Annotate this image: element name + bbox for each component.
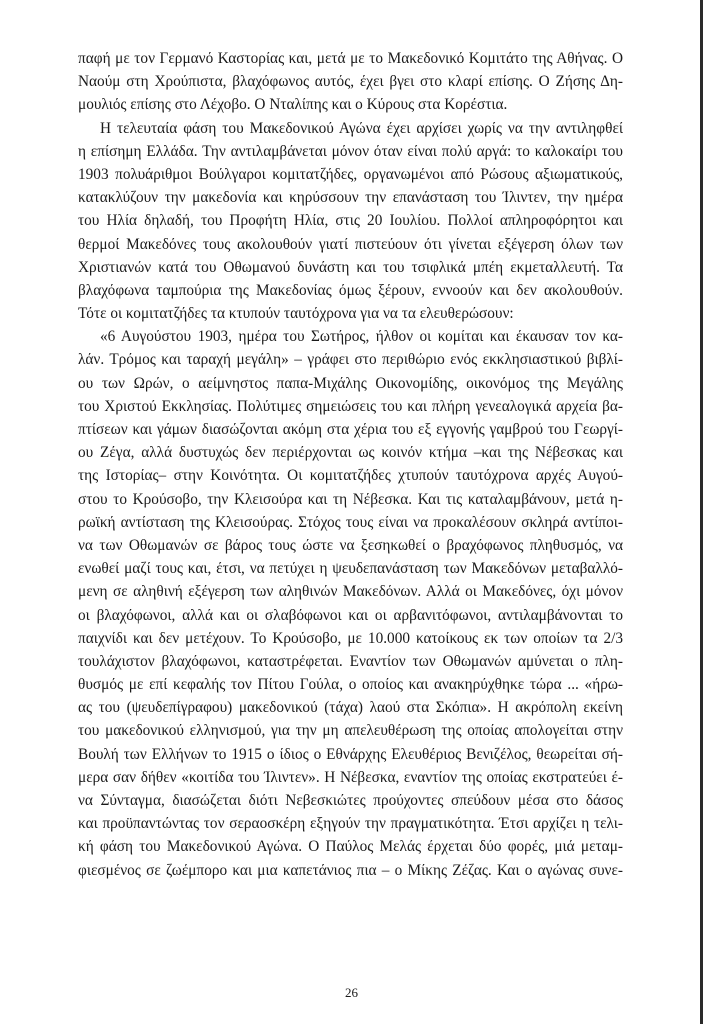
text-line: του Χριστού Εκκλησίας. Πολύτιμες σημειώσεις του και πλήρη γενεαλογικά αρχεία βα- xyxy=(78,397,623,415)
paragraph xyxy=(78,47,623,117)
text-line: ας του (ψευδεπίγραφου) μακεδονικού (τάχα) λαού στα Σκόπια». Η ακρόπολη εκείνη xyxy=(78,699,623,717)
text-line: κατακλύζουν την μακεδονία και κηρύσσουν την επανάσταση του Ίλιντεν, την ημέρα xyxy=(78,189,623,207)
text-line: οι βλαχόφωνοι, αλλά και οι σλαβόφωνοι και οι αρβανιτόφωνοι, αντιλαμβάνονται το xyxy=(78,606,623,624)
text-line: 1903 πολυάριθμοι Βούλγαροι κομιτατζήδες, οργανωμένοι από Ρώσους αξιωματικούς, xyxy=(78,165,623,183)
text-line: λάν. Τρόμος και ταραχή μεγάλη» – γράφει στο περιθώριο ενός εκκλησιαστικού βιβλί- xyxy=(78,351,623,369)
text-line: ου των Ωρών, ο αείμνηστος παπα-Μιχάλης Οικονομίδης, οικονόμος της Μεγάλης xyxy=(78,374,623,392)
text-line: η επίσημη Ελλάδα. Την αντιλαμβάνεται μόνον όταν είναι πολύ αργά: το καλοκαίρι του xyxy=(78,142,623,160)
text-line: και προϋπαντώντας τον σεραοσκέρη εξηγούν την πραγματικότητα. Έτσι αρχίζει η τελι- xyxy=(78,815,623,833)
text-line: Χριστιανών κατά του Οθωμανού δυνάστη και του τσιφλικά μπέη εκμεταλλευτή. Τα xyxy=(78,258,623,276)
text-line: ου Ζέγα, αλλά δυστυχώς δεν περιέρχονται ως κοινόν κτήμα –και της Νέβεσκας και xyxy=(78,444,623,462)
text-line: βλαχόφωνα ταμπούρια της Μακεδονίας όμως ξέρουν, εννοούν και δεν ακολουθούν. xyxy=(78,281,623,299)
text-line: στου το Κρούσοβο, την Κλεισούρα και τη Νέβεσκα. Και τις καταλαμβάνουν, μετά η- xyxy=(78,490,623,508)
text-line: θυσμός με επί κεφαλής τον Πίτου Γούλα, ο οποίος και ανακηρύχθηκε τώρα ... «ήρω- xyxy=(78,676,623,694)
paragraph xyxy=(78,117,623,326)
text-line: τουλάχιστον βλαχόφωνοι, καταστρέφεται. Εναντίον των Οθωμανών αμύνεται ο πλη- xyxy=(78,652,623,670)
text-line: Βουλή των Ελλήνων το 1915 ο ίδιος ο Εθνάρχης Ελευθέριος Βενιζέλος, θεωρείται σή- xyxy=(78,745,623,763)
text-line: μουλιός επίσης στο Λέχοβο. Ο Νταλίπης και ο Κύρους στα Κορέστια. xyxy=(78,96,508,114)
text-line: «6 Αυγούστου 1903, ημέρα του Σωτήρος, ήλθον οι κομίται και έκαυσαν τον κα- xyxy=(100,328,623,346)
text-line: της Ιστορίας– στην Κοινότητα. Οι κομιτατζήδες χτυπούν ταυτόχρονα αρχές Αυγού- xyxy=(78,467,623,485)
document-body xyxy=(78,47,623,882)
text-line: παιχνίδι και δεν μετέχουν. Το Κρούσοβο, με 10.000 κατοίκους εκ των οποίων τα 2/3 xyxy=(78,629,623,647)
text-line: πτίσεων και γάμων διασώζονται ακόμη στα χέρια του εξ εγγονής γαμβρού του Γεωργί- xyxy=(78,421,623,438)
text-line: του Ηλία δηλαδή, του Προφήτη Ηλία, στις 20 Ιουλίου. Πολλοί απληροφόρητοι και xyxy=(78,212,623,230)
text-line: Ναούμ στη Χρούπιστα, βλαχόφωνος αυτός, έχει βγει στο κλαρί επίσης. Ο Ζήσης Δη- xyxy=(78,73,623,91)
text-line: Η τελευταία φάση του Μακεδονικού Αγώνα έχει αρχίσει χωρίς να την αντιληφθεί xyxy=(100,119,623,137)
text-line: μερα σαν δήθεν «κοιτίδα του Ίλιντεν». Η Νέβεσκα, εναντίον της οποίας εκστρατεύει έ- xyxy=(78,768,623,786)
text-line: μενη σε αληθινή εξέγερση των αληθινών Μακεδόνων. Αλλά οι Μακεδόνες, όχι μόνον xyxy=(78,583,623,601)
paragraph xyxy=(78,325,623,882)
text-line: ενωθεί μαζί τους και, έτσι, να πετύχει η ψευδεπανάσταση των Μακεδόνων μεταβαλλό- xyxy=(78,560,623,578)
text-line: παφή με τον Γερμανό Καστορίας και, μετά με το Μακεδονικό Κομιτάτο της Αθήνας. Ο xyxy=(78,50,623,67)
text-line: ρωϊκή αντίσταση της Κλεισούρας. Στόχος τους είναι να προκαλέσουν σκληρά αντίποι- xyxy=(78,513,623,531)
text-line: φιεσμένος σε ζωέμπορο και μια καπετάνιος πια – ο Μίκης Ζέζας. Και ο αγώνας συνε- xyxy=(78,861,623,879)
text-line: κή φάση του Μακεδονικού Αγώνα. Ο Παύλος Μελάς έρχεται δύο φορές, μιά μεταμ- xyxy=(78,838,623,856)
page-number: 26 xyxy=(345,985,358,1000)
text-line: να Σύνταγμα, διασώζεται διότι Νεβεσκιώτες προύχοντες σπεύδουν μέσα στο δάσος xyxy=(78,792,623,809)
text-line: να των Οθωμανών σε βάρος τους ώστε να ξεσηκωθεί ο βραχόφωνος πληθυσμός, να xyxy=(78,536,623,554)
text-line: θερμοί Μακεδόνες τους ακολουθούν γιατί πιστεύουν ότι γίνεται εξέγερση όλων των xyxy=(78,235,623,253)
text-line: Τότε οι κομιτατζήδες τα κτυπούν ταυτόχρονα για να τα ελευθερώσουν: xyxy=(78,305,514,323)
text-line: του μακεδονικού ελληνισμού, για την μη απελευθέρωση της οποίας απολογείται στην xyxy=(78,722,623,740)
